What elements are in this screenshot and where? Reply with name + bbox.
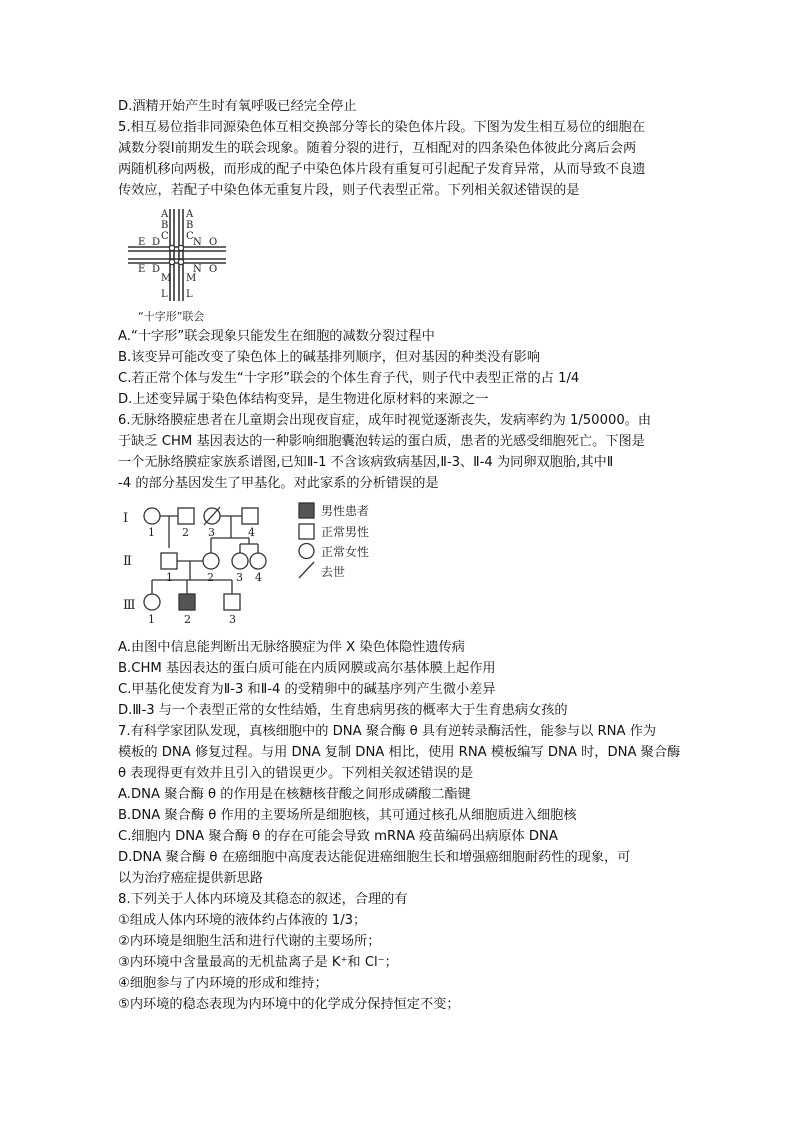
individual-number: 1 [148, 613, 155, 626]
text-line: 传效应，若配子中染色体无重复片段，则子代表型正常。下列相关叙述错误的是 [118, 183, 580, 198]
text-line: 5.相互易位指非同源染色体互相交换部分等长的染色体片段。下图为发生相互易位的细胞在 [118, 120, 645, 135]
cross-synapsis-figure [118, 203, 238, 325]
gene-label: N [193, 237, 202, 248]
text-line: 一个无脉络膜症家族系谱图,已知Ⅱ-1 不含该病致病基因,Ⅱ-3、Ⅱ-4 为同卵双胞胎,其中Ⅱ [118, 455, 614, 470]
individual-number: 2 [184, 613, 191, 626]
gene-label: M [161, 273, 172, 284]
generation-label: Ⅰ [123, 511, 129, 526]
pedigree-figure [118, 500, 398, 628]
text-line: ⑤内环境的稳态表现为内环境中的化学成分保持恒定不变； [118, 997, 460, 1012]
individual-number: 3 [229, 613, 236, 626]
text-line: D.上述变异属于染色体结构变异，是生物进化原材料的来源之一 [118, 392, 489, 407]
gene-label: M [186, 273, 197, 284]
legend-label: 男性患者 [321, 504, 370, 518]
individual-number: 3 [208, 526, 215, 539]
text-line: C.甲基化使发育为Ⅱ-3 和Ⅱ-4 的受精卵中的碱基序列产生微小差异 [118, 682, 496, 697]
text-line: ③内环境中含量最高的无机盐离子是 K⁺和 Cl⁻； [118, 955, 398, 970]
text-line: ④细胞参与了内环境的形成和维持； [118, 976, 328, 991]
gene-label: E [138, 264, 146, 275]
text-line: C.细胞内 DNA 聚合酶 θ 的存在可能会导致 mRNA 疫苗编码出病原体 DNA [118, 829, 558, 844]
gene-label: C [186, 231, 194, 242]
generation-label: Ⅱ [123, 554, 132, 569]
individual-number: 4 [255, 571, 262, 584]
gene-label: B [186, 220, 194, 231]
text-line: 以为治疗癌症提供新思路 [118, 871, 264, 886]
legend-label: 正常女性 [321, 545, 370, 559]
text-line: ②内环境是细胞生活和进行代谢的主要场所； [118, 934, 381, 949]
gene-label: A [161, 209, 169, 220]
text-line: A.“十字形”联会现象只能发生在细胞的减数分裂过程中 [118, 329, 435, 344]
individual-number: 4 [248, 526, 255, 539]
gene-label: L [161, 289, 168, 300]
text-line: B.该变异可能改变了染色体上的碱基排列顺序，但对基因的种类没有影响 [118, 350, 541, 365]
individual-number: 2 [182, 526, 189, 539]
text-line: θ 表现得更有效并且引入的错误更少。下列相关叙述错误的是 [118, 766, 474, 781]
gene-label: A [186, 209, 194, 220]
individual-number: 3 [236, 571, 243, 584]
figure-caption: “十字形”联会 [138, 310, 205, 323]
gene-label: B [161, 220, 169, 231]
text-line: A.DNA 聚合酶 θ 的作用是在核糖核苷酸之间形成磷酸二酯键 [118, 787, 471, 802]
text-line: -4 的部分基因发生了甲基化。对此家系的分析错误的是 [118, 476, 439, 491]
text-line: 两随机移向两极，而形成的配子中染色体片段有重复可引起配子发育异常，从而导致不良遗 [118, 162, 646, 177]
legend-label: 去世 [321, 565, 346, 579]
gene-label: D [152, 264, 161, 275]
text-line: A.由图中信息能判断出无脉络膜症为伴 X 染色体隐性遗传病 [118, 640, 465, 655]
gene-label: O [209, 237, 218, 248]
text-line: C.若正常个体与发生“十字形”联会的个体生育子代，则子代中表型正常的占 1/4 [118, 371, 580, 386]
individual-number: 2 [207, 571, 214, 584]
text-line: 模板的 DNA 修复过程。与用 DNA 复制 DNA 相比，使用 RNA 模板编写 DNA 时，DNA 聚合酶 [118, 745, 681, 760]
gene-label: L [186, 289, 193, 300]
text-line: B.DNA 聚合酶 θ 作用的主要场所是细胞核，其可通过核孔从细胞质进入细胞核 [118, 808, 577, 823]
gene-label: O [209, 264, 218, 275]
individual-number: 1 [148, 526, 155, 539]
text-line: 6.无脉络膜症患者在儿童期会出现夜盲症，成年时视觉逐渐丧失，发病率约为 1/50000。由 [118, 413, 652, 428]
legend-label: 正常男性 [321, 525, 370, 539]
text-line: 于缺乏 CHM 基因表达的一种影响细胞囊泡转运的蛋白质，患者的光感受细胞死亡。下图是 [118, 434, 645, 449]
text-line: D.Ⅲ-3 与一个表型正常的女性结婚，生育患病男孩的概率大于生育患病女孩的 [118, 703, 568, 718]
text-line: ①组成人体内环境的液体约占体液的 1/3； [118, 913, 367, 928]
text-line: 7.有科学家团队发现，真核细胞中的 DNA 聚合酶 θ 具有逆转录酶活性，能参与以 RNA 作为 [118, 724, 657, 739]
gene-label: N [193, 264, 202, 275]
gene-label: C [161, 231, 169, 242]
text-line: B.CHM 基因表达的蛋白质可能在内质网膜或高尔基体膜上起作用 [118, 661, 496, 676]
gene-label: D [152, 237, 161, 248]
gene-label: E [138, 237, 146, 248]
text-line: 减数分裂Ⅰ前期发生的联会现象。随着分裂的进行，互相配对的四条染色体彼此分离后会两 [118, 141, 637, 156]
generation-label: Ⅲ [123, 598, 136, 613]
text-line: 8.下列关于人体内环境及其稳态的叙述，合理的有 [118, 892, 408, 907]
text-line: D.酒精开始产生时有氧呼吸已经完全停止 [118, 99, 357, 114]
text-line: D.DNA 聚合酶 θ 在癌细胞中高度表达能促进癌细胞生长和增强癌细胞耐药性的现象，可 [118, 850, 631, 865]
individual-number: 1 [166, 571, 173, 584]
